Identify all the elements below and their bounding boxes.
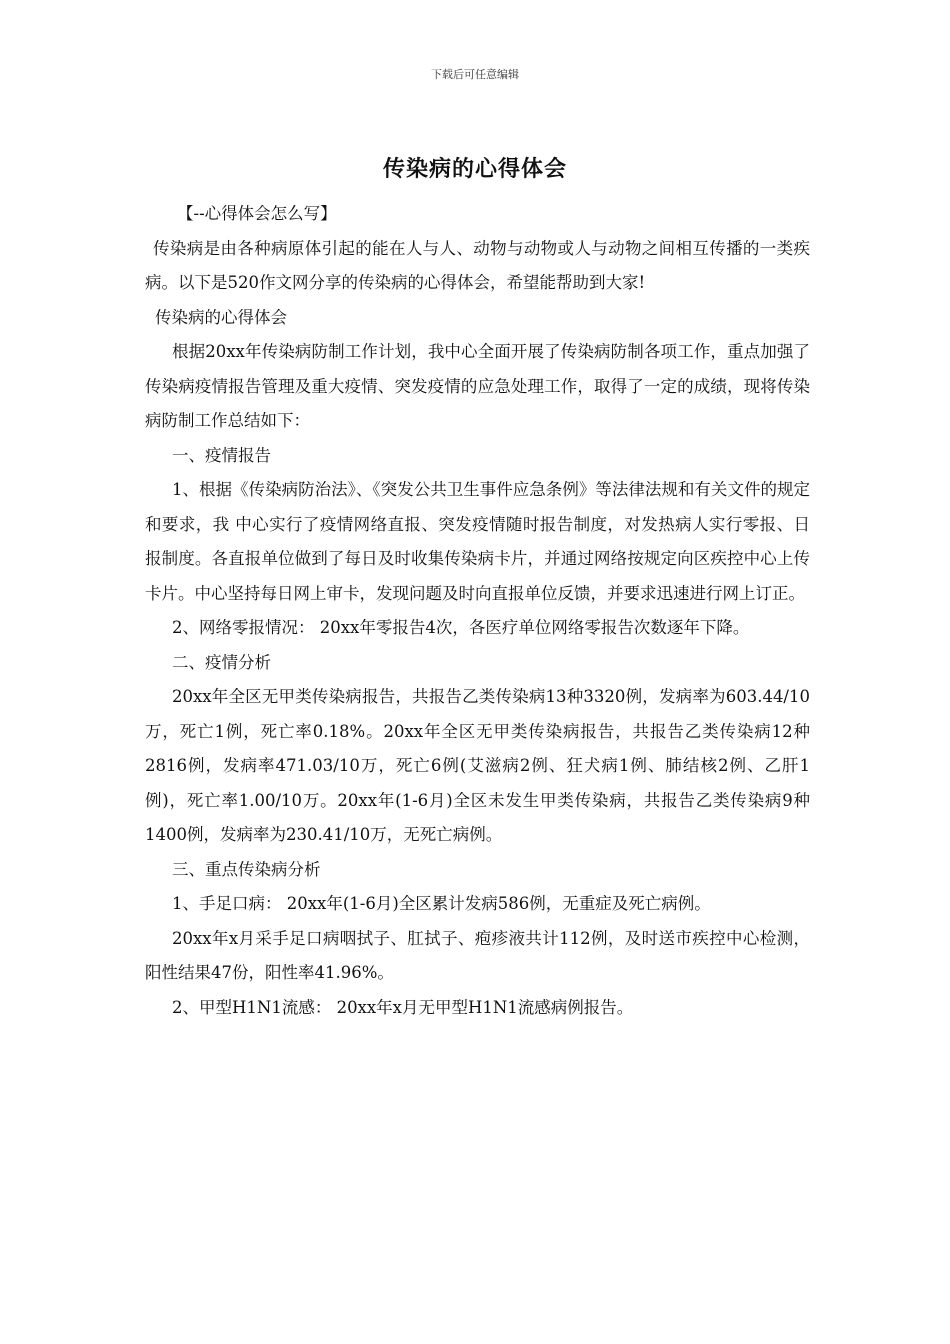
document-body [145,197,810,1025]
body-paragraph: 2、网络零报情况： 20xx年零报告4次，各医疗单位网络零报告次数逐年下降。 [172,618,750,637]
body-paragraph: 20xx年x月采手足口病咽拭子、肛拭子、疱疹液共计112例，及时送市疾控中心检测，阳性结果47份，阳性率41.96%。 [145,928,810,982]
subheading: 传染病的心得体会 [155,307,287,327]
body-paragraph: 20xx年全区无甲类传染病报告，共报告乙类传染病13种3320例，发病率为603.44/10万，死亡1例，死亡率0.18%。20xx年全区无甲类传染病报告，共报告乙类传染病12种2816例，发病率471.03/10万，死亡6例(艾滋病2例、狂犬病1例、肺结核2例、乙肝1例)，死亡率1.00/10万。20xx年(1-6月)全区未发生甲类传染病，共报告乙类传染病9种1400例，发病率为230.41/10万，无死亡病例。 [145,687,810,844]
section-heading: 二、疫情分析 [172,652,271,672]
body-paragraph: 1、手足口病： 20xx年(1-6月)全区累计发病586例，无重症及死亡病例。 [172,894,711,913]
document-title: 传染病的心得体会 [382,156,567,182]
page-header-note: 下载后可任意编辑 [431,68,519,81]
section-heading: 一、疫情报告 [172,445,271,465]
section-heading: 三、重点传染病分析 [172,859,321,879]
intro-paragraph: 传染病是由各种病原体引起的能在人与人、动物与动物或人与动物之间相互传播的一类疾病。以下是520作文网分享的传染病的心得体会，希望能帮助到大家! [145,238,810,292]
body-paragraph: 1、根据《传染病防治法》、《突发公共卫生事件应急条例》等法律法规和有关文件的规定和要求，我 中心实行了疫情网络直报、突发疫情随时报告制度，对发热病人实行零报、日报制度。各直报单位做到了每日及时收集传染病卡片，并通过网络按规定向区疾控中心上传卡片。中心坚持每日网上审卡，发现问题及时向直报单位反馈，并要求迅速进行网上订正。 [145,480,810,603]
body-paragraph: 2、甲型H1N1流感： 20xx年x月无甲型H1N1流感病例报告。 [172,997,634,1017]
body-paragraph: 根据20xx年传染病防制工作计划，我中心全面开展了传染病防制各项工作，重点加强了传染病疫情报告管理及重大疫情、突发疫情的应急处理工作，取得了一定的成绩，现将传染病防制工作总结如下： [145,342,810,430]
section-tag: 【--心得体会怎么写】 [177,204,337,223]
